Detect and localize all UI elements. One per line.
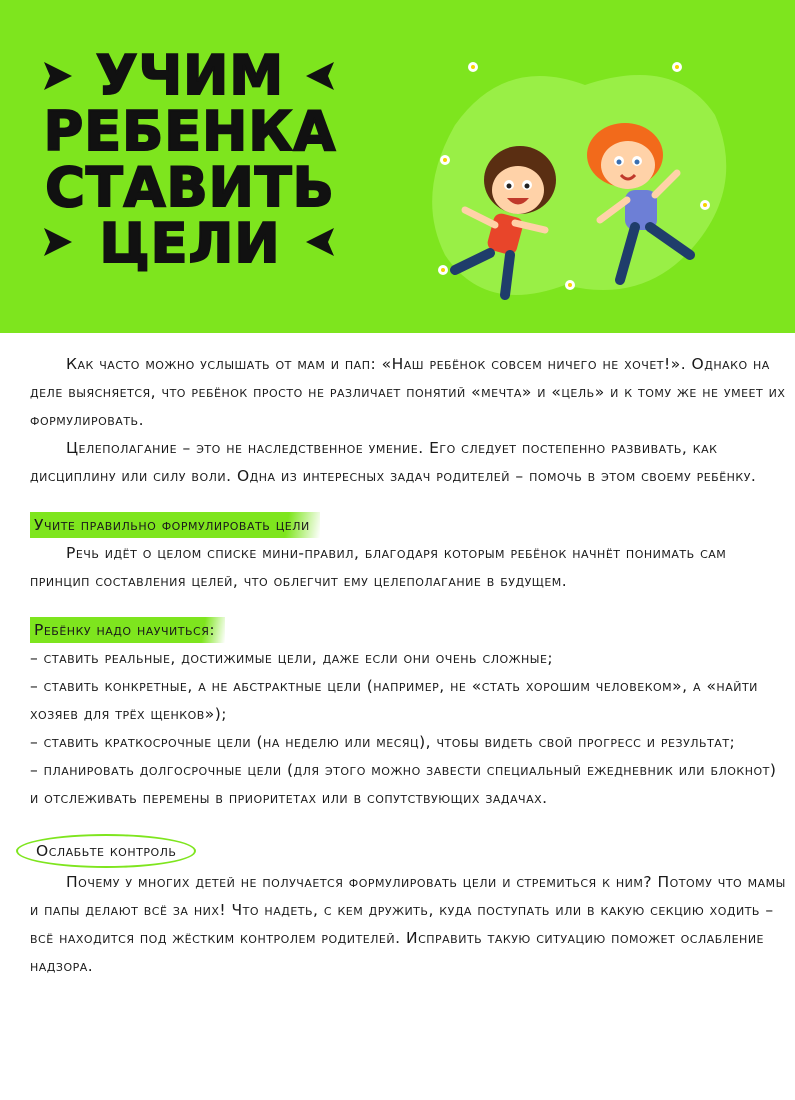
title-line-2: РЕБЕНКА: [43, 100, 337, 163]
title-decoration-left-bottom: [42, 222, 78, 262]
page-title: [40, 44, 340, 275]
section-heading-child-should-learn: Ребёнку надо научиться:: [30, 617, 225, 643]
section-heading-formulate-goals: Учите правильно формулировать цели: [30, 512, 320, 538]
list-item: – ставить конкретные, а не абстрактные цели (например, не «стать хорошим человеком», а «найти хозяев для трёх щенков»);: [30, 677, 758, 723]
intro-paragraph-2: Целеполагание – это не наследственное умение. Его следует постепенно развивать, как дисциплину или силу воли. Одна из интересных задач родителей – помочь в этом своему ребёнку.: [30, 439, 757, 485]
section-loosen-control-text: Почему у многих детей не получается формулировать цели и стремиться к ним? Потому что мамы и папы делают всё за них! Что надеть, с кем дружить, куда поступать или в какую секцию ходить – всё находится под жёстким контролем родителей. Исправить такую ситуацию поможет ослабление надзора.: [30, 873, 786, 975]
header-banner: [0, 0, 795, 333]
title-decoration-left-top: [42, 56, 78, 96]
title-decoration-right-top: [300, 56, 336, 96]
section-heading-loosen-control: Ослабьте контроль: [16, 834, 196, 868]
title-decoration-right-bottom: [300, 222, 336, 262]
title-line-3: СТАВИТЬ: [45, 156, 335, 219]
section-formulate-goals-text: Речь идёт о целом списке мини-правил, благодаря которым ребёнок начнёт понимать сам принцип составления целей, что облегчит ему целеполагание в будущем.: [30, 544, 727, 590]
intro-paragraph-1: Как часто можно услышать от мам и пап: «Наш ребёнок совсем ничего не хочет!». Однако на деле выясняется, что ребёнок просто не различает понятий «мечта» и «цель» и к тому же не умеет их формулировать.: [30, 355, 786, 429]
list-item: – планировать долгосрочные цели (для этого можно завести специальный ежедневник или блокнот) и отслеживать перемены в приоритетах или в сопутствующих задачах.: [30, 761, 777, 807]
list-item: – ставить реальные, достижимые цели, даже если они очень сложные;: [30, 649, 554, 667]
children-illustration: [415, 55, 745, 320]
title-line-4: ЦЕЛИ: [99, 212, 281, 275]
article-body: [30, 350, 790, 980]
list-item: – ставить краткосрочные цели (на неделю или месяц), чтобы видеть свой прогресс и результат;: [30, 733, 736, 751]
title-line-1: УЧИМ: [95, 44, 285, 107]
